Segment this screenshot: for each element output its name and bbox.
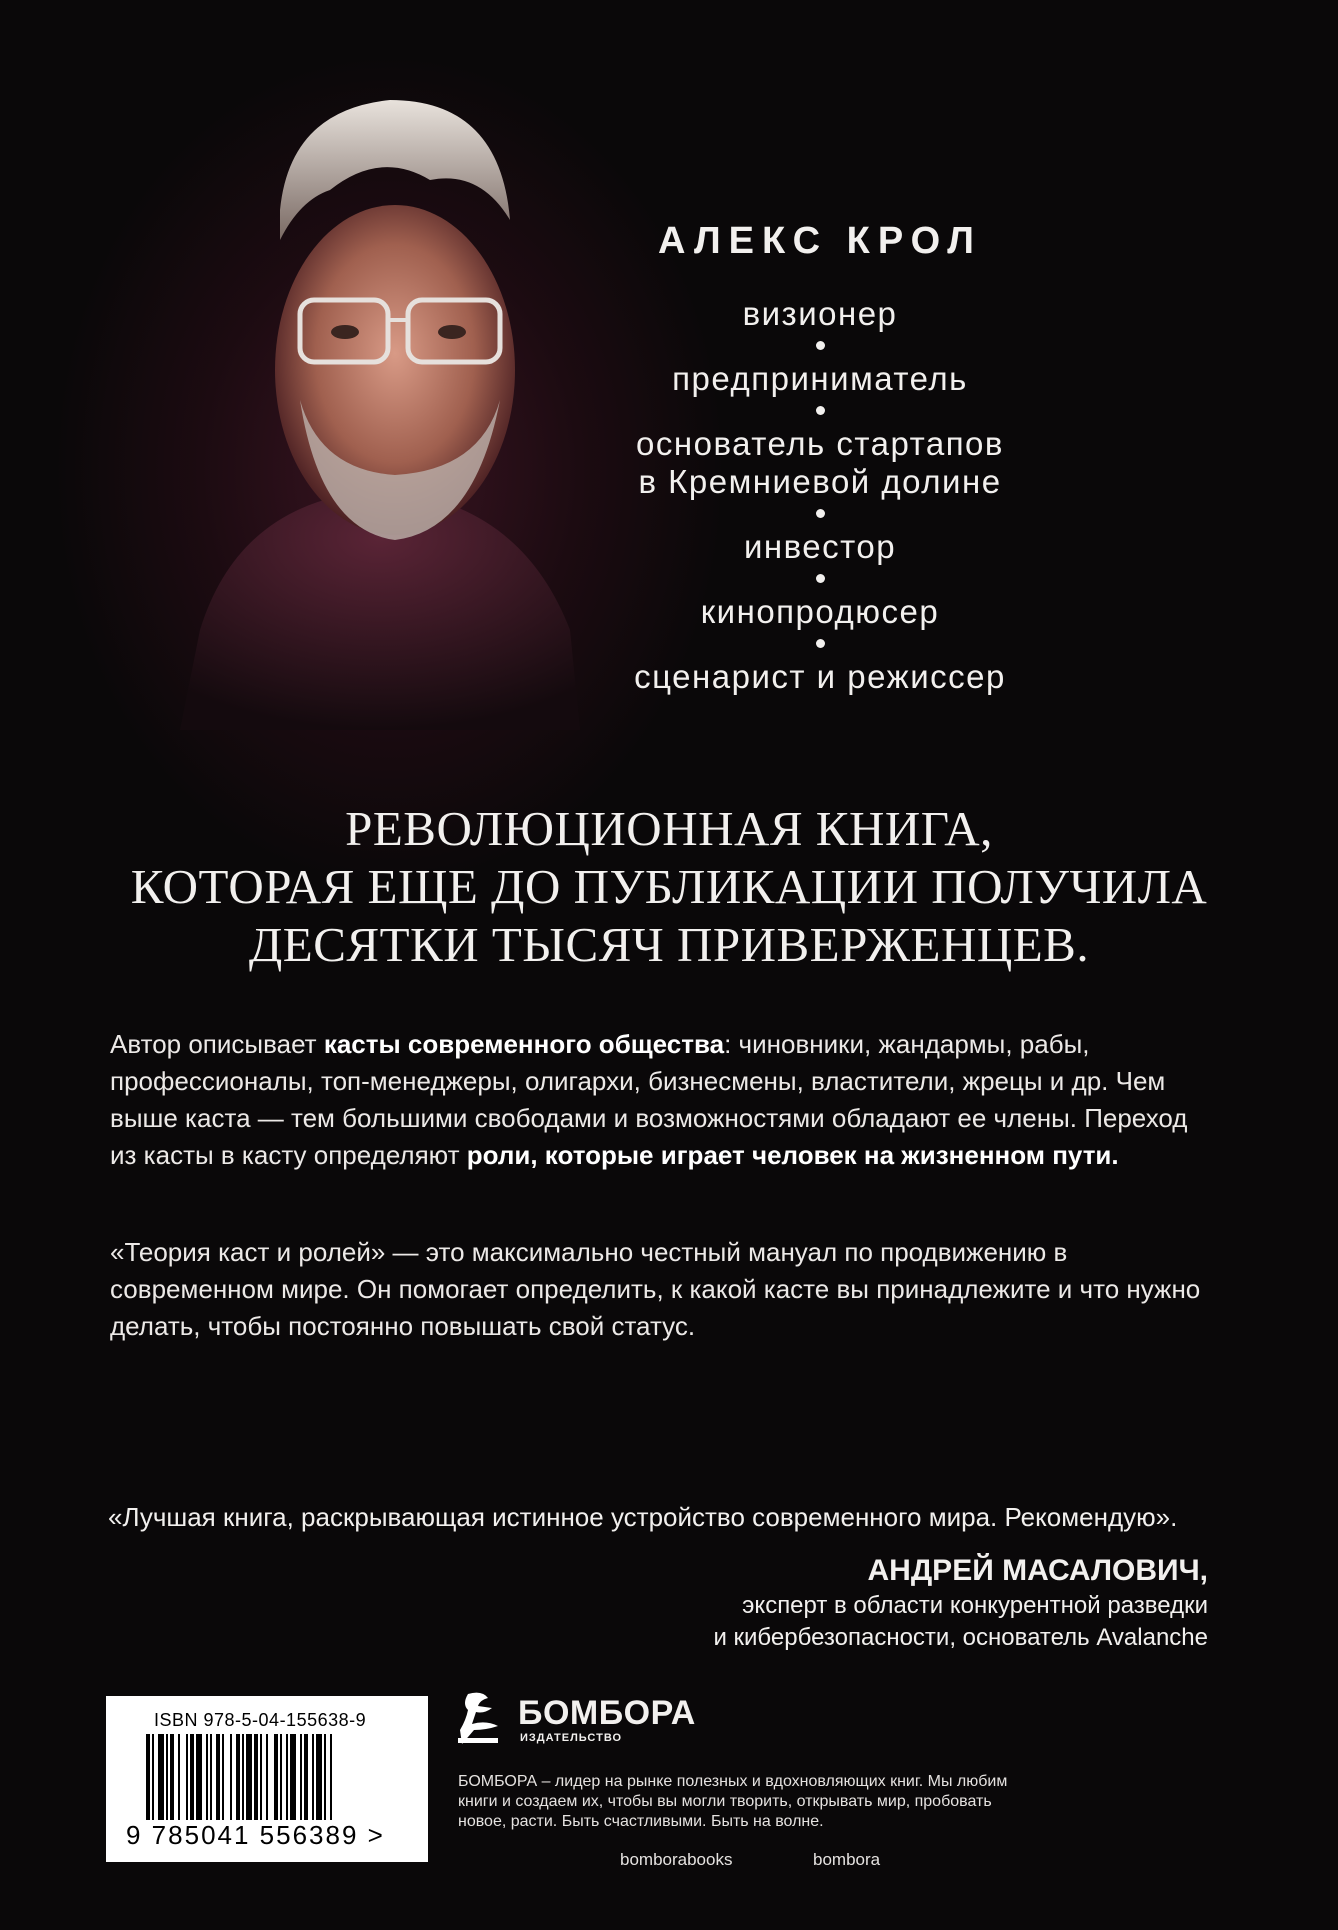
author-block [560,220,1080,696]
headline-line: РЕВОЛЮЦИОННАЯ КНИГА, [345,801,993,856]
bold-text: касты современного общества [323,1029,725,1059]
social-handle-1[interactable]: bomborabooks [620,1850,733,1869]
barcode-bar [196,1734,202,1820]
author-name: АЛЕКС КРОЛ [658,220,982,262]
barcode-bar [260,1734,262,1820]
barcode-bar [304,1734,308,1820]
isbn-text: ISBN 978-5-04-155638-9 [154,1710,367,1730]
barcode-bar [330,1734,332,1820]
role-producer: кинопродюсер [700,593,940,630]
text-run: : чиновники, жандармы, рабы, профессионалы, топ-менеджеры, олигархи, бизнесмены, властители, жрецы и др. Чем выше каста — тем большими свободами и возможностями обладают ее члены. Переход из касты в касту определяют [110,1029,1188,1170]
role-entrepreneur: предприниматель [672,360,968,397]
headline [100,800,1238,974]
reviewer-name: АНДРЕЙ МАСАЛОВИЧ, [867,1554,1208,1587]
barcode-bar [216,1734,220,1820]
role-founder-line2: в Кремниевой долине [638,463,1002,500]
barcode-bar [246,1734,252,1820]
bold-text: роли, которые играет человек на жизненном пути. [466,1140,1119,1170]
barcode-bar [280,1734,282,1820]
barcode-bar [242,1734,244,1820]
barcode-bars [146,1734,406,1830]
barcode-bar [170,1734,174,1820]
barcode-bar [178,1734,180,1820]
publisher-logo [458,1690,1018,1750]
author-portrait [180,70,580,730]
bullet-dot [816,341,825,350]
headline-line: КОТОРАЯ ЕЩЕ ДО ПУБЛИКАЦИИ ПОЛУЧИЛА [130,859,1208,914]
barcode-bar [312,1734,314,1820]
text-run: Автор описывает [110,1029,324,1059]
barcode-bar [236,1734,240,1820]
barcode-bar [152,1734,154,1820]
barcode [106,1696,428,1862]
author-roles [560,295,1080,696]
barcode-bar [254,1734,258,1820]
role-investor: инвестор [743,528,897,565]
barcode-bar [190,1734,194,1820]
barcode-bar [290,1734,296,1820]
publisher-block [458,1690,1018,1872]
bullet-dot [816,406,825,415]
barcode-bar [274,1734,278,1820]
bombora-logo-icon [458,1690,504,1746]
reviewer-desc-line2: и кибербезопасности, основатель Avalanche [713,1624,1208,1651]
headline-line: ДЕСЯТКИ ТЫСЯЧ ПРИВЕРЖЕНЦЕВ. [248,917,1090,972]
barcode-bar [324,1734,326,1820]
bullet-dot [816,639,825,648]
barcode-bar [166,1734,168,1820]
publisher-sub: ИЗДАТЕЛЬСТВО [520,1732,623,1744]
description-paragraph-1 [110,1026,1210,1174]
barcode-bar [186,1734,188,1820]
barcode-bar [230,1734,232,1820]
barcode-bar [222,1734,224,1820]
role-founder-line1: основатель стартапов [636,425,1004,462]
role-director: сценарист и режиссер [634,658,1006,695]
review-quote: «Лучшая книга, раскрывающая истинное устройство современного мира. Рекомендую». [108,1502,1178,1532]
barcode-bar [158,1734,164,1820]
barcode-bar [210,1734,212,1820]
quote-attribution [713,1552,1208,1654]
social-handle-2[interactable]: bombora [813,1850,881,1869]
social-links [458,1850,1018,1872]
bullet-dot [816,509,825,518]
barcode-bar [286,1734,288,1820]
description-paragraph-2: «Теория каст и ролей» — это максимально честный мануал по продвижению в современном мире. Он помогает определить, к какой касте вы принадлежите и что нужно делать, чтобы постоянно повышать свой статус. [110,1237,1201,1341]
reviewer-desc-line1: эксперт в области конкурентной разведки [742,1592,1208,1619]
barcode-bar [206,1734,208,1820]
bullet-dot [816,574,825,583]
role-visionary: визионер [742,295,898,332]
barcode-bar [266,1734,268,1820]
publisher-name: БОМБОРА [518,1694,696,1732]
barcode-bar [146,1734,150,1820]
barcode-digits: 9 785041 556389 > [126,1820,385,1850]
barcode-bar [316,1734,322,1820]
publisher-description: БОМБОРА – лидер на рынке полезных и вдохновляющих книг. Мы любим книги и создаем их, чтобы вы могли творить, открывать мир, пробовать новое, расти. Быть счастливыми. Быть на волне. [458,1773,1008,1830]
barcode-bar [300,1734,302,1820]
